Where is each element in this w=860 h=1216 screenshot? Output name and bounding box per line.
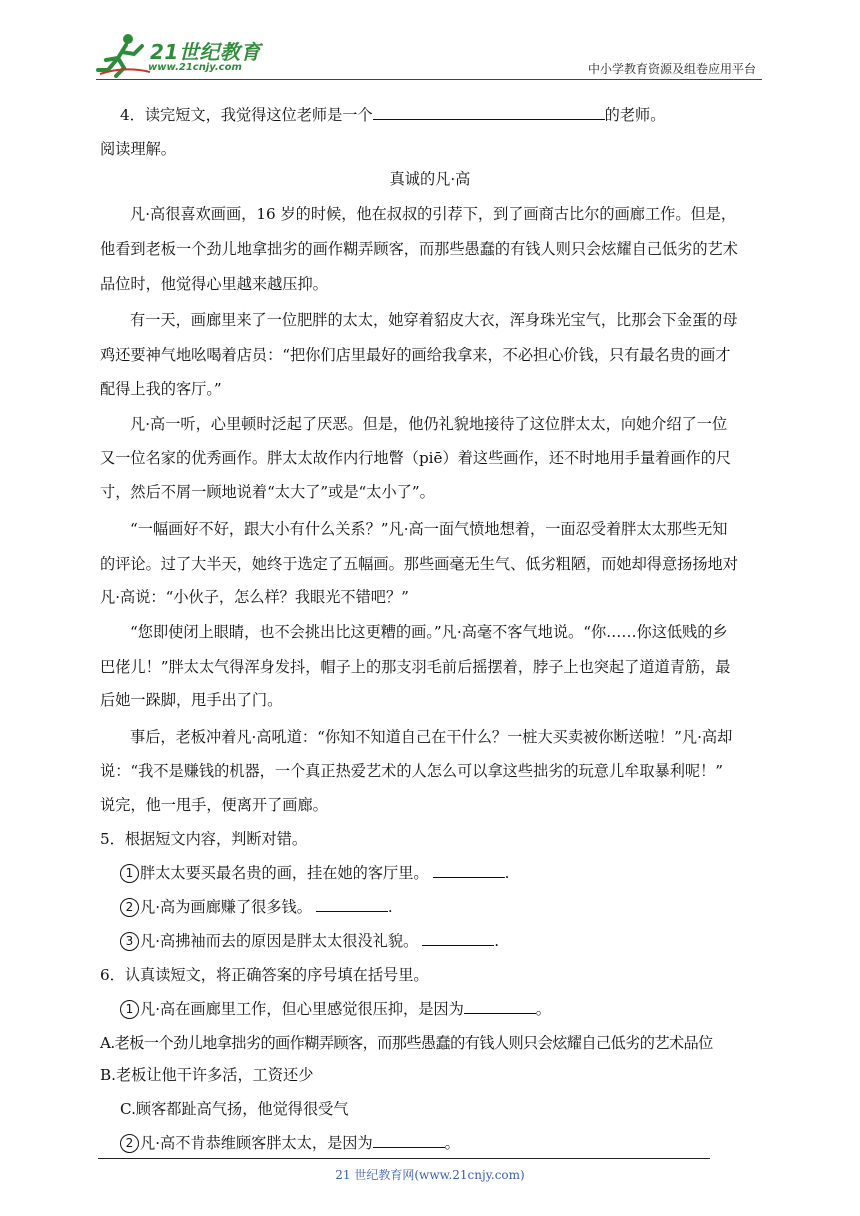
site-logo — [96, 30, 266, 78]
question-5-item — [120, 930, 499, 952]
option-c: C.顾客都趾高气扬，他觉得很受气 — [120, 1100, 349, 1118]
circled-number: 2 — [120, 1134, 139, 1153]
logo-text: 21世纪教育 — [150, 40, 261, 64]
item-text: 凡·高为画廊赚了很多钱。 — [140, 898, 312, 916]
article-line: 凡·高一听，心里顿时泛起了厌恶。但是，他仍礼貌地接待了这位胖太太，向她介绍了一位 — [130, 415, 728, 433]
question-6-stem: 6．认真读短文，将正确答案的序号填在括号里。 — [100, 966, 429, 984]
circled-number: 3 — [120, 932, 139, 951]
article-line: 说完，他一甩手，便离开了画廊。 — [100, 796, 328, 814]
answer-blank[interactable] — [422, 930, 494, 946]
logo-url: www.21cnjy.com — [148, 62, 242, 73]
article-line: 寸，然后不屑一顾地说着“太大了”或是“太小了”。 — [100, 483, 435, 501]
article-line: “您即使闭上眼睛，也不会挑出比这更糟的画。”凡·高毫不客气地说。“你……你这低贱的乡 — [130, 623, 728, 641]
question-5-stem: 5．根据短文内容，判断对错。 — [100, 830, 308, 848]
item-end: 。 — [535, 1000, 551, 1018]
answer-blank[interactable] — [464, 998, 536, 1014]
article-line: 后她一跺脚，甩手出了门。 — [100, 691, 283, 709]
answer-blank[interactable] — [373, 1132, 445, 1148]
item-text: 凡·高在画廊里工作，但心里感觉很压抑，是因为 — [140, 1000, 464, 1018]
item-end: . — [504, 864, 510, 882]
article-line: 凡·高说：“小伙子，怎么样？我眼光不错吧？” — [100, 588, 409, 606]
circled-number: 1 — [120, 1000, 139, 1019]
article-line: 有一天，画廊里来了一位肥胖的太太，她穿着貂皮大衣，浑身珠光宝气，比那会下金蛋的母 — [130, 311, 738, 329]
item-end: . — [387, 898, 393, 916]
article-line: 配得上我的客厅。” — [100, 380, 222, 398]
runner-icon — [96, 30, 152, 78]
article-line: 鸡还要神气地吆喝着店员：“把你们店里最好的画给我拿来，不必担心价钱，只有最名贵的画才 — [100, 346, 731, 364]
article-line: 的评论。过了大半天，她终于选定了五幅画。那些画毫无生气、低劣粗陋，而她却得意扬扬地对 — [100, 555, 738, 573]
circled-number: 1 — [120, 864, 139, 883]
question-4-end: 的老师。 — [604, 106, 666, 124]
question-6-sub1 — [120, 998, 551, 1020]
question-5-item — [120, 862, 509, 884]
article-line: 说：“我不是赚钱的机器，一个真正热爱艺术的人怎么可以拿这些拙劣的玩意儿牟取暴利呢！” — [100, 762, 724, 780]
article-line: 又一位名家的优秀画作。胖太太故作内行地瞥（piē）着这些画作，还不时地用手量着画作的尺 — [100, 449, 732, 467]
question-5-item — [120, 896, 393, 918]
question-6-sub2 — [120, 1132, 460, 1154]
answer-blank[interactable] — [316, 896, 388, 912]
item-end: 。 — [444, 1134, 460, 1152]
item-text: 凡·高拂袖而去的原因是胖太太很没礼貌。 — [140, 932, 419, 950]
answer-blank[interactable] — [433, 862, 505, 878]
question-4 — [120, 104, 665, 126]
page-footer: 21 世纪教育网(www.21cnjy.com) — [335, 1168, 525, 1182]
header-divider — [96, 79, 762, 80]
article-line: 凡·高很喜欢画画，16 岁的时候，他在叔叔的引荐下，到了画商古比尔的画廊工作。但是， — [130, 205, 737, 223]
article-line: 巴佬儿！”胖太太气得浑身发抖，帽子上的那支羽毛前后摇摆着，脖子上也突起了道道青筋，最 — [100, 658, 731, 676]
item-text: 胖太太要买最名贵的画，挂在她的客厅里。 — [140, 864, 429, 882]
footer-divider — [98, 1158, 710, 1159]
page-header — [96, 30, 762, 80]
option-b: B.老板让他干许多活，工资还少 — [100, 1066, 314, 1084]
answer-blank[interactable] — [373, 104, 605, 120]
item-end: . — [494, 932, 500, 950]
platform-label: 中小学教育资源及组卷应用平台 — [587, 62, 756, 76]
article-line: 事后，老板冲着凡·高吼道：“你知不知道自己在干什么？一桩大买卖被你断送啦！”凡·高却 — [130, 728, 733, 746]
item-text: 凡·高不肯恭维顾客胖太太，是因为 — [140, 1134, 373, 1152]
question-4-text: 4．读完短文，我觉得这位老师是一个 — [120, 106, 373, 124]
article-line: 品位时，他觉得心里越来越压抑。 — [100, 275, 328, 293]
circled-number: 2 — [120, 898, 139, 917]
section-label: 阅读理解。 — [100, 140, 176, 158]
article-line: “一幅画好不好，跟大小有什么关系？”凡·高一面气愤地想着，一面忍受着胖太太那些无知 — [130, 520, 728, 538]
article-line: 他看到老板一个劲儿地拿拙劣的画作糊弄顾客，而那些愚蠢的有钱人则只会炫耀自己低劣的艺术 — [100, 240, 738, 258]
article-title: 真诚的凡·高 — [389, 170, 471, 188]
option-a: A.老板一个劲儿地拿拙劣的画作糊弄顾客，而那些愚蠢的有钱人则只会炫耀自己低劣的艺术品位 — [100, 1034, 713, 1052]
